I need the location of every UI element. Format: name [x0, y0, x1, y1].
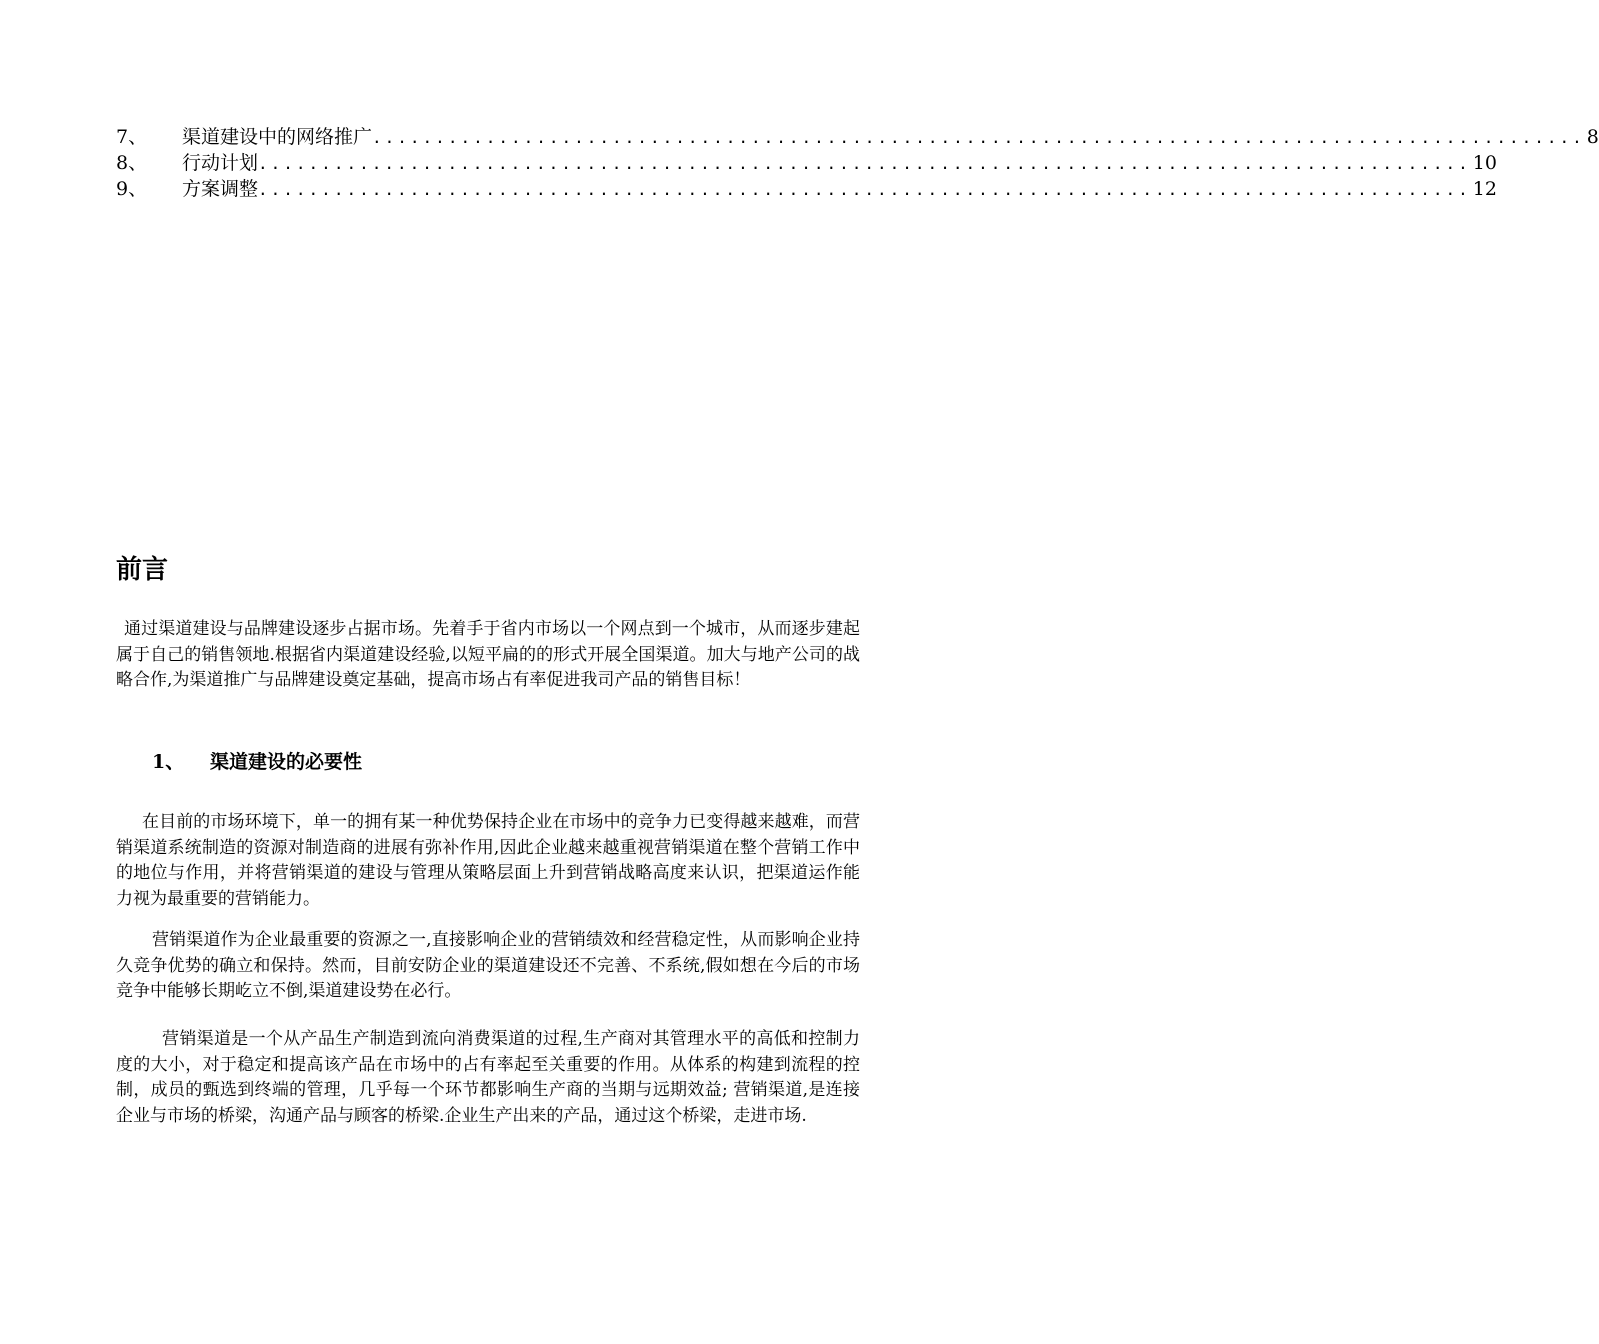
section-number: 1、: [152, 751, 185, 773]
table-of-contents: [116, 124, 1599, 202]
toc-item-number: 7、: [116, 126, 148, 148]
toc-item-page: 8: [1586, 126, 1599, 148]
toc-item[interactable]: [116, 176, 1497, 202]
toc-leader-dots: ................................................................................................: [258, 154, 1471, 173]
toc-item-number: 9、: [116, 178, 148, 200]
body-paragraph: 营销渠道是一个从产品生产制造到流向消费渠道的过程,生产商对其管理水平的高低和控制力度的大小，对于稳定和提高该产品在市场中的占有率起至关重要的作用。从体系的构建到流程的控制，成员的甄选到终端的管理，几乎每一个环节都影响生产商的当期与远期效益; 营销渠道,是连接企业与市场的桥梁，沟通产品与顾客的桥梁.企业生产出来的产品，通过这个桥梁，走进市场.: [116, 1029, 860, 1126]
toc-item-number: 8、: [116, 152, 148, 174]
section-title: 渠道建设的必要性: [210, 751, 363, 773]
toc-item[interactable]: [116, 150, 1497, 176]
toc-item-page: 12: [1472, 178, 1497, 200]
toc-leader-dots: ................................................................................................: [258, 180, 1471, 199]
body-paragraph: 营销渠道作为企业最重要的资源之一,直接影响企业的营销绩效和经营稳定性，从而影响企业持久竞争优势的确立和保持。然而，目前安防企业的渠道建设还不完善、不系统,假如想在今后的市场竞争中能够长期屹立不倒,渠道建设势在必行。: [116, 930, 860, 1001]
toc-item-page: 10: [1472, 152, 1497, 174]
section-heading: [152, 748, 362, 776]
toc-item[interactable]: [116, 124, 1599, 150]
preface-heading: 前言: [116, 555, 169, 585]
toc-item-title: 行动计划: [182, 152, 259, 174]
toc-leader-dots: ................................................................................................: [372, 128, 1585, 147]
preface-paragraph: 通过渠道建设与品牌建设逐步占据市场。先着手于省内市场以一个网点到一个城市，从而逐步建起属于自己的销售领地.根据省内渠道建设经验,以短平扁的的形式开展全国渠道。加大与地产公司的战略合作,为渠道推广与品牌建设奠定基础，提高市场占有率促进我司产品的销售目标！: [116, 619, 860, 690]
toc-item-title: 方案调整: [182, 178, 259, 200]
toc-item-title: 渠道建设中的网络推广: [182, 126, 373, 148]
body-paragraph: 在目前的市场环境下，单一的拥有某一种优势保持企业在市场中的竞争力已变得越来越难，而营销渠道系统制造的资源对制造商的进展有弥补作用,因此企业越来越重视营销渠道在整个营销工作中的地位与作用，并将营销渠道的建设与管理从策略层面上升到营销战略高度来认识，把渠道运作能力视为最重要的营销能力。: [116, 812, 860, 909]
